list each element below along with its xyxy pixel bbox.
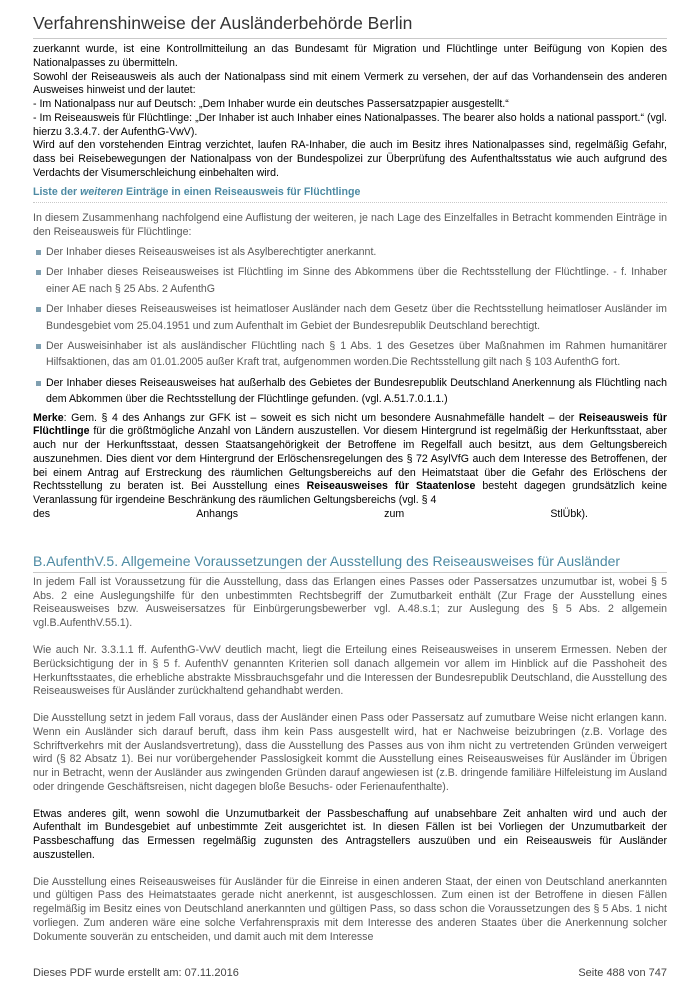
intro-paragraph-2: Sowohl der Reiseausweis als auch der Nationalpass sind mit einem Vermerk zu versehen, der auf das Vorhandensein des anderen Ausweises hinweist und der lautet: (33, 70, 667, 97)
subheading-after: Einträge in einen Reiseausweis für Flüchtlinge (123, 185, 361, 198)
bullet-square-icon (36, 344, 41, 349)
merke-tail-word: StlÜbk). (550, 507, 588, 520)
list-item-text: Der Inhaber dieses Reiseausweises ist Flüchtling im Sinne des Abkommens über die Rechtsstellung der Flüchtlinge. - f. Inhaber einer AE nach § 25 Abs. 2 AufenthG (46, 266, 667, 295)
merke-tail-line (33, 508, 588, 522)
merke-text-3: besteht dagegen grundsätzlich keine Veranlassung für irgendeine Beschränkung des räumlichen Geltungsbereichs (vgl. § 4 (33, 480, 667, 507)
bullet-square-icon (36, 307, 41, 312)
merke-bold-1: Reiseausweis für Flüchtlinge (33, 411, 667, 438)
list-item (33, 264, 667, 297)
entries-list (33, 244, 667, 408)
intro-paragraph-5: Wird auf den vorstehenden Eintrag verzichtet, laufen RA-Inhaber, die auch im Besitz ihres Nationalpasses sind, regelmäßig Gefahr, dass bei Reisebewegungen der Nationalpass von der Bundespolizei zur Überprüfung des Aufenthaltsstatus wie auch aufgrund des Verdachts der Visumerschleichung einbehalten wird. (33, 139, 667, 179)
list-item-text: Der Inhaber dieses Reiseausweises ist heimatloser Ausländer nach dem Gesetz über die Rechtsstellung heimatloser Ausländer im Bundesgebiet vom 25.04.1951 und zum Aufenthalt im Gebiet der Bundesrepublik Deutschland berechtigt. (46, 303, 667, 332)
document-page (33, 0, 667, 990)
list-subheading (33, 186, 667, 204)
list-item (33, 244, 667, 260)
bullet-square-icon (36, 381, 41, 386)
merke-tail-word: zum (384, 507, 405, 520)
section-paragraph-2: Wie auch Nr. 3.3.1.1 ff. AufenthG-VwV deutlich macht, liegt die Erteilung eines Reiseausweises in unserem Ermessen. Neben der Berücksichtigung der in § 5 f. AufenthV genannten Kriterien soll danach allgemein vor allem im Hinblick auf die Passhoheit des Herkunftsstaates, die erhebliche abstrakte Missbrauchsgefahr und die Interessen der Bundesrepublik Deutschland, die Ausstellung des Reiseausweises für Ausländer zurückhaltend gehandhabt werden. (33, 643, 667, 698)
merke-paragraph (33, 412, 667, 508)
list-item-text: Der Ausweisinhaber ist als ausländischer Flüchtling nach § 1 Abs. 1 des Gesetzes über Maßnahmen im Rahmen humanitärer Hilfsaktionen, das am 01.01.2005 außer Kraft trat, aufgenommen worden.Die Rechtsstellung gilt nach § 103 AufenthG fort. (46, 339, 667, 369)
section-title: B.AufenthV.5. Allgemeine Voraussetzungen der Ausstellung des Reiseausweises für Ausländer (33, 552, 667, 573)
footer-created-date: Dieses PDF wurde erstellt am: 07.11.2016 (33, 967, 239, 979)
merke-label: Merke (33, 411, 64, 424)
bullet-square-icon (36, 270, 41, 275)
merke-text-2: für die größtmögliche Anzahl von Ländern auszustellen. Vor diesem Hintergrund ist regelmäßig der Herkunftsstaat, aber auch nur der Herkunftsstaat, dessen Staatsangehörigkeit der Betroffene im Regelfall auch besitzt, aus dem Geltungsbereich auszunehmen. Dies dient vor dem Hintergrund der Erlöschensregelungen des § 72 AsylVfG auch dem Interesse des Betroffenen, der bei einem Antrag auf Erstreckung des räumlichen Geltungsbereichs auf den Heimatstaat über die Gefahr des Erlöschens der Rechtsstellung zu beraten ist. Bei Ausstellung eines (33, 425, 667, 493)
merke-text-1: : Gem. § 4 des Anhangs zur GFK ist – soweit es sich nicht um besondere Ausnahmefälle handelt – der (63, 411, 579, 424)
section-paragraph-3: Die Ausstellung setzt in jedem Fall voraus, dass der Ausländer einen Pass oder Passersatz auf zumutbare Weise nicht erlangen kann. Wenn ein Ausländer sich darauf beruft, dass ihm kein Pass ausgestellt wird, hat er Nachweise beizubringen (z.B. Vorlage des Schriftverkehrs mit der Auslandsvertretung), dass die Ausstellung des Passes aus von ihm nicht zu vertretenden Gründen verweigert wird (§ 82 Absatz 1). Bei nur vorübergehender Passlosigkeit kommt die Ausstellung eines Reiseausweises für Ausländer im Übrigen nur in Betracht, wenn der Ausländer aus zwingenden Gründen darauf angewiesen ist (z.B. dringende familiäre Hilfeleistung im Ausland oder dringende Geschäftsreisen, nicht dagegen bloße Besuchs- oder Ferienaufenthalte). (33, 712, 667, 793)
list-item-text: Der Inhaber dieses Reiseausweises ist als Asylberechtigter anerkannt. (46, 245, 377, 258)
subheading-before: Liste der (33, 185, 81, 198)
list-item-text: Der Inhaber dieses Reiseausweises hat außerhalb des Gebietes der Bundesrepublik Deutschland Anerkennung als Flüchtling nach dem Abkommen über die Rechtsstellung der Flüchtlinge gefunden. (vgl. A.51.7.0.1.1.) (46, 376, 667, 406)
intro-paragraph-3: - Im Nationalpass nur auf Deutsch: „Dem Inhaber wurde ein deutsches Passersatzpapier ausgestellt.“ (33, 98, 509, 111)
section-paragraph-5: Die Ausstellung eines Reiseausweises für Ausländer für die Einreise in einen anderen Staat, der einen von Deutschland anerkannten und gültigen Pass des Heimatstaates gerade nicht anerkennt, ist ausgeschlossen. Zum einen ist der Betroffene in diesen Fällen regelmäßig im Besitz eines von Deutschland anerkannten und gültigen Pass, so dass schon die Voraussetzungen des § 5 Abs. 1 nicht vorliegen. Zum anderen wäre eine solche Verfahrenspraxis mit dem Interesse des anderen Staates über die Anerkennung solcher Dokumente souverän zu entscheiden, und damit auch mit dem Interesse (33, 875, 667, 943)
section-paragraph-1: In jedem Fall ist Voraussetzung für die Ausstellung, dass das Erlangen eines Passes oder Passersatzes unzumutbar ist, wobei § 5 Abs. 2 eine Auslegungshilfe für den unbestimmten Rechtsbegriff der Zumutbarkeit enthält (Zur Frage der Ausstellung eines Reiseausweises bzw. Ausweisersatzes für Einbürgerungsbewerber vgl. A.48.s.1; zur Auslegung des § 5 Abs. 2 allgemein vgl.B.AufenthV.55.1). (33, 575, 667, 630)
section-paragraph-4: Etwas anderes gilt, wenn sowohl die Unzumutbarkeit der Passbeschaffung auf unabsehbare Zeit anhalten wird und auch der Aufenthalt im Bundesgebiet auf unbestimmte Zeit ausgerichtet ist. In diesen Fällen ist bei Vorliegen der Unzumutbarkeit der Passbeschaffung das Ermessen regelmäßig zugunsten des Antragstellers auszuüben und ein Reiseausweis für Ausländer auszustellen. (33, 807, 667, 861)
list-item (33, 338, 667, 371)
list-item (33, 375, 667, 408)
intro-paragraph-4: - Im Reiseausweis für Flüchtlinge: „Der Inhaber ist auch Inhaber eines Nationalpasses. The bearer also holds a national passport.“ (vgl. hierzu 3.3.4.7. der AufenthG-VwV). (33, 111, 667, 138)
bullet-square-icon (36, 250, 41, 255)
merke-tail-word: des (33, 507, 51, 520)
document-header-title: Verfahrenshinweise der Ausländerbehörde Berlin (33, 12, 667, 39)
list-item (33, 301, 667, 334)
merke-tail-word: Anhangs (196, 507, 239, 520)
document-content (33, 43, 667, 945)
list-intro: In diesem Zusammenhang nachfolgend eine Auflistung der weiteren, je nach Lage des Einzelfalles in Betracht kommenden Einträge in den Reiseausweis für Flüchtlinge: (33, 212, 667, 239)
footer-page-number: Seite 488 von 747 (578, 967, 667, 979)
merke-bold-2: Reiseausweises für Staatenlose (306, 480, 476, 493)
subheading-emphasis: weiteren (80, 185, 124, 198)
page-footer (33, 966, 667, 980)
intro-paragraph-1: zuerkannt wurde, ist eine Kontrollmitteilung an das Bundesamt für Migration und Flüchtlinge unter Beifügung von Kopien des Nationalpasses zu übermitteln. (33, 43, 667, 69)
